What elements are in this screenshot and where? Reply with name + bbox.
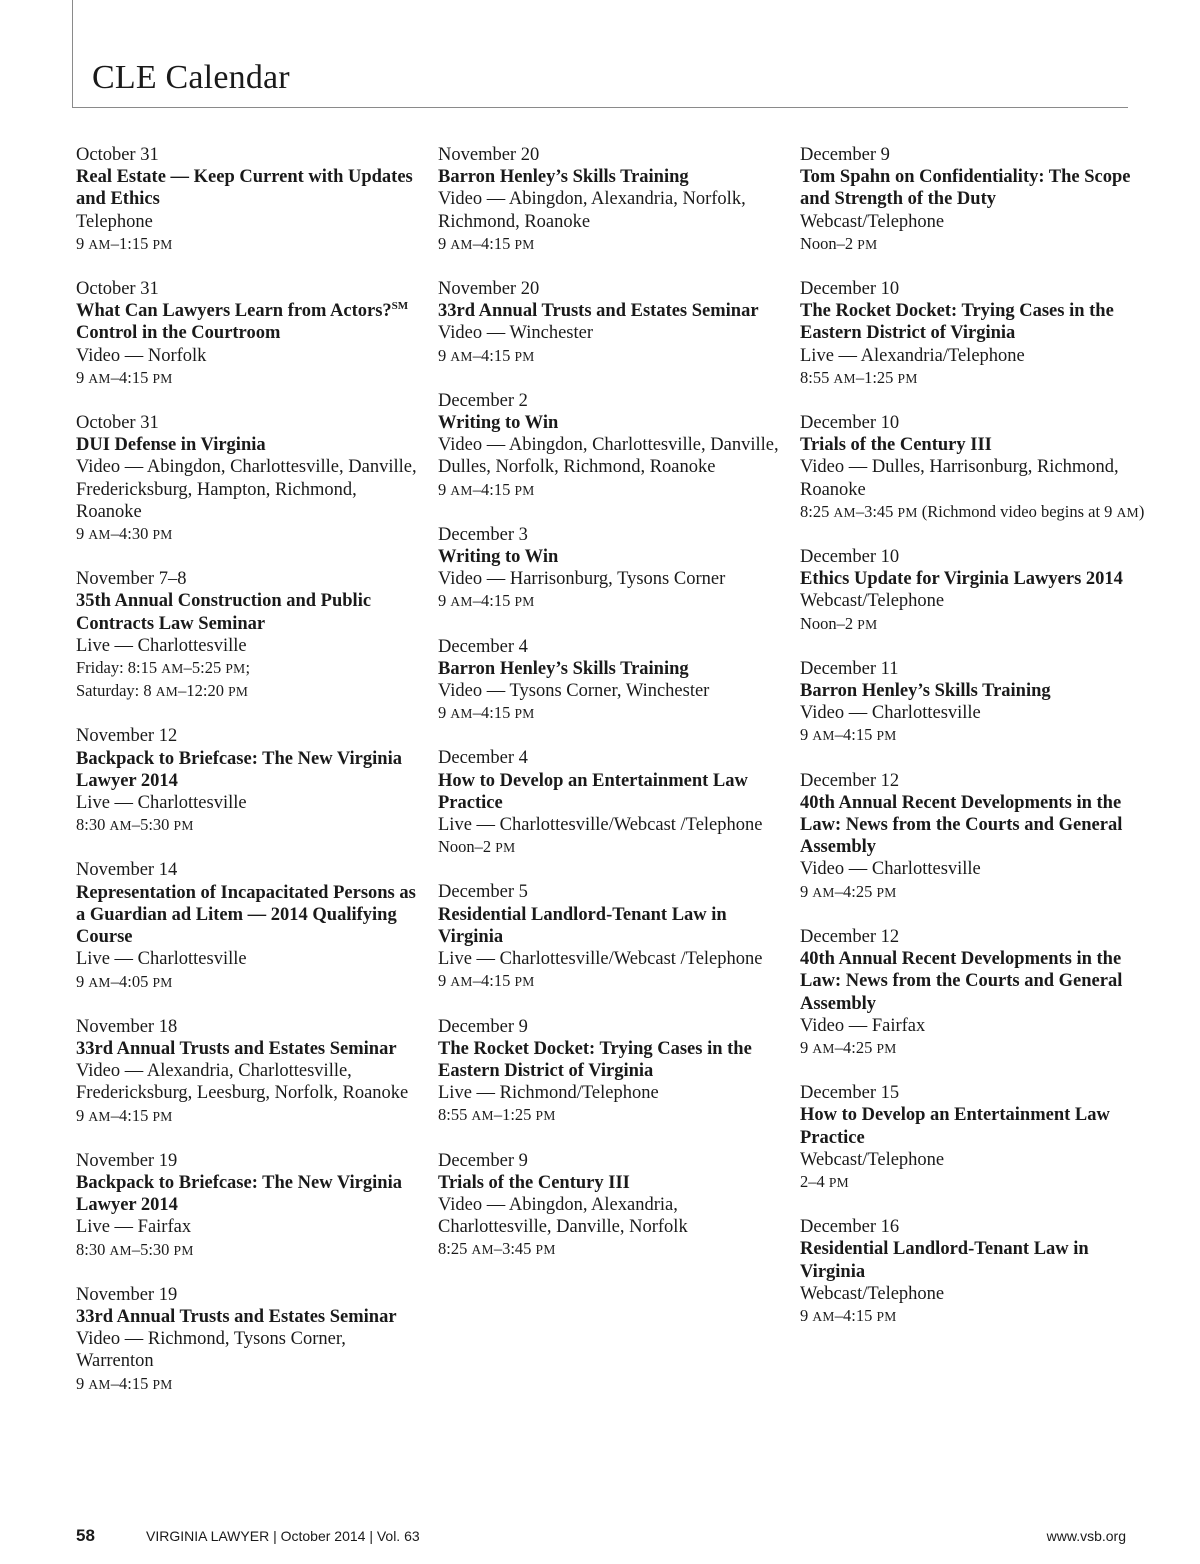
event-date: November 14	[76, 860, 178, 881]
event-time: Friday: 8:15 AM–5:25 PM;	[76, 658, 251, 678]
event-date: December 9	[800, 145, 890, 165]
event-time: 8:25 AM–3:45 PM (Richmond video begins at 9 AM)	[800, 501, 1145, 521]
event-time: Noon–2 PM	[800, 613, 878, 633]
event-location: Video — Dulles, Harrisonburg, Richmond, Roanoke	[800, 457, 1119, 500]
event-location: Live — Fairfax	[76, 1217, 192, 1238]
event-location: Webcast/Telephone	[800, 1283, 945, 1304]
calendar-event	[800, 546, 1145, 636]
event-date: December 10	[800, 413, 900, 434]
event-title: Barron Henley’s Skills Training	[438, 658, 689, 679]
calendar-event	[76, 1284, 421, 1396]
event-location: Video — Fairfax	[800, 1015, 926, 1036]
event-location: Video — Abingdon, Charlottesville, Danville, Fredericksburg, Hampton, Richmond, Roanoke	[76, 457, 417, 522]
calendar-event	[438, 524, 783, 614]
event-time: 9 AM–4:05 PM	[76, 971, 173, 991]
calendar-event	[438, 1016, 783, 1128]
event-time: 9 AM–4:15 PM	[76, 367, 173, 387]
event-date: December 4	[438, 748, 528, 769]
event-title-rest: Control in the Courtroom	[76, 301, 413, 344]
event-date: November 20	[438, 145, 540, 165]
event-time: 8:30 AM–5:30 PM	[76, 1239, 194, 1259]
calendar-event	[76, 144, 421, 256]
event-title: 33rd Annual Trusts and Estates Seminar	[76, 1306, 397, 1327]
event-title: How to Develop an Entertainment Law Practice	[438, 770, 748, 813]
event-title	[76, 300, 421, 344]
event-date: December 2	[438, 390, 528, 411]
event-time: 9 AM–4:15 PM	[438, 971, 535, 991]
event-date: October 31	[76, 279, 159, 300]
event-location: Video — Harrisonburg, Tysons Corner	[438, 569, 726, 590]
event-date: October 31	[76, 413, 159, 434]
event-title: DUI Defense in Virginia	[76, 435, 266, 456]
event-title: Writing to Win	[438, 413, 559, 434]
event-title: How to Develop an Entertainment Law Practice	[800, 1105, 1110, 1148]
page-footer	[76, 1526, 1126, 1550]
event-location: Live — Alexandria/Telephone	[800, 345, 1025, 366]
calendar-event	[800, 412, 1145, 524]
event-time: 9 AM–4:25 PM	[800, 1037, 897, 1057]
event-date: November 19	[76, 1150, 178, 1171]
calendar-event	[76, 1016, 421, 1128]
calendar-event	[800, 926, 1145, 1060]
event-title: Trials of the Century III	[800, 435, 992, 456]
calendar-event	[800, 144, 1145, 256]
event-time: 8:25 AM–3:45 PM	[438, 1239, 556, 1259]
event-title: Representation of Incapacitated Persons as a Guardian ad Litem — 2014 Qualifying Course	[76, 882, 416, 948]
event-title: Real Estate — Keep Current with Updates and Ethics	[76, 167, 413, 210]
event-date: December 10	[800, 547, 900, 568]
event-time: 9 AM–1:15 PM	[76, 233, 173, 253]
event-title: 33rd Annual Trusts and Estates Seminar	[76, 1038, 397, 1059]
event-title: 35th Annual Construction and Public Contracts Law Seminar	[76, 591, 372, 634]
calendar-event	[76, 278, 421, 390]
calendar-event	[76, 725, 421, 837]
event-location: Video — Charlottesville	[800, 703, 981, 724]
event-location: Video — Abingdon, Alexandria, Charlottesville, Danville, Norfolk	[438, 1194, 688, 1238]
event-location: Video — Abingdon, Alexandria, Norfolk, Richmond, Roanoke	[438, 189, 746, 232]
event-location: Video — Norfolk	[76, 345, 207, 366]
event-date: December 16	[800, 1217, 900, 1238]
event-title: The Rocket Docket: Trying Cases in the Eastern District of Virginia	[438, 1038, 752, 1081]
event-title: Backpack to Briefcase: The New Virginia Lawyer 2014	[76, 1172, 402, 1216]
event-title: Writing to Win	[438, 547, 559, 568]
event-location: Video — Richmond, Tysons Corner, Warrenton	[76, 1329, 346, 1372]
calendar-event	[438, 747, 783, 859]
page-title: CLE Calendar	[92, 59, 290, 96]
page-number: 58	[76, 1526, 95, 1545]
calendar-event	[76, 568, 421, 703]
event-title: Residential Landlord-Tenant Law in Virginia	[800, 1239, 1089, 1282]
calendar-column-2	[438, 144, 783, 1284]
event-time: 2–4 PM	[800, 1171, 849, 1191]
calendar-event	[800, 1216, 1145, 1328]
calendar-event	[438, 278, 783, 368]
event-time-secondary: Saturday: 8 AM–12:20 PM	[76, 681, 249, 701]
event-time: 9 AM–4:15 PM	[438, 345, 535, 365]
event-title: Barron Henley’s Skills Training	[800, 681, 1051, 702]
event-location: Video — Winchester	[438, 323, 594, 344]
service-mark: SM	[391, 300, 409, 313]
calendar-event	[438, 636, 783, 726]
event-title: Barron Henley’s Skills Training	[438, 167, 689, 188]
event-time: 9 AM–4:15 PM	[800, 725, 897, 745]
event-title: Tom Spahn on Confidentiality: The Scope and Strength of the Duty	[800, 167, 1131, 210]
calendar-event	[800, 278, 1145, 390]
event-location: Live — Charlottesville	[76, 949, 247, 970]
event-date: November 18	[76, 1016, 178, 1037]
event-time: 8:30 AM–5:30 PM	[76, 815, 194, 835]
event-date: December 4	[438, 636, 528, 657]
header-horizontal-rule	[72, 107, 1128, 108]
event-time: 9 AM–4:15 PM	[76, 1373, 173, 1393]
event-date: December 12	[800, 926, 900, 947]
calendar-column-3	[800, 144, 1145, 1350]
event-location: Video — Tysons Corner, Winchester	[438, 681, 710, 702]
website-link[interactable]: www.vsb.org	[1046, 1528, 1126, 1544]
event-time: 8:55 AM–1:25 PM	[800, 367, 918, 387]
event-location: Live — Charlottesville	[76, 793, 247, 814]
calendar-event	[800, 770, 1145, 904]
event-location: Live — Charlottesville/Webcast /Telephone	[438, 949, 763, 970]
calendar-event	[800, 658, 1145, 748]
event-date: December 5	[438, 882, 528, 903]
event-time: 9 AM–4:15 PM	[800, 1305, 897, 1325]
event-time: 9 AM–4:15 PM	[438, 703, 535, 723]
event-date: October 31	[76, 145, 159, 165]
event-time: 9 AM–4:30 PM	[76, 524, 173, 544]
event-title: Trials of the Century III	[438, 1172, 630, 1193]
event-time: 9 AM–4:15 PM	[76, 1105, 173, 1125]
event-location: Webcast/Telephone	[800, 1149, 945, 1170]
header-vertical-rule	[72, 0, 73, 108]
event-location: Webcast/Telephone	[800, 591, 945, 612]
calendar-event	[438, 1150, 783, 1262]
event-date: November 19	[76, 1284, 178, 1305]
event-location: Video — Charlottesville	[800, 859, 981, 880]
event-time: 9 AM–4:15 PM	[438, 591, 535, 611]
event-title: 40th Annual Recent Developments in the Law: News from the Courts and General Assembly	[800, 792, 1123, 858]
event-title: 33rd Annual Trusts and Estates Seminar	[438, 301, 759, 322]
event-date: December 3	[438, 524, 528, 545]
event-time: Noon–2 PM	[438, 837, 516, 857]
event-time: Noon–2 PM	[800, 233, 878, 253]
event-title: Ethics Update for Virginia Lawyers 2014	[800, 569, 1123, 590]
event-title: Backpack to Briefcase: The New Virginia Lawyer 2014	[76, 748, 402, 791]
event-date: November 20	[438, 279, 540, 300]
calendar-event	[76, 859, 421, 993]
event-location: Live — Richmond/Telephone	[438, 1083, 659, 1104]
event-time: 9 AM–4:15 PM	[438, 479, 535, 499]
publication-info: VIRGINIA LAWYER | October 2014 | Vol. 63	[146, 1528, 420, 1544]
event-date: December 10	[800, 279, 900, 300]
event-title: The Rocket Docket: Trying Cases in the Eastern District of Virginia	[800, 301, 1114, 344]
event-date: December 9	[438, 1150, 528, 1171]
calendar-event	[76, 412, 421, 546]
event-date: December 15	[800, 1083, 900, 1104]
calendar-event	[438, 390, 783, 502]
calendar-event	[800, 1082, 1145, 1194]
event-date: December 9	[438, 1016, 528, 1037]
event-time: 9 AM–4:15 PM	[438, 233, 535, 253]
event-location: Video — Abingdon, Charlottesville, Danville, Dulles, Norfolk, Richmond, Roanoke	[438, 435, 779, 478]
event-date: December 11	[800, 658, 899, 679]
event-location: Telephone	[76, 211, 153, 232]
event-date: December 12	[800, 770, 900, 791]
calendar-event	[438, 881, 783, 993]
calendar-event	[438, 144, 783, 256]
event-date: November 12	[76, 726, 178, 747]
event-location: Video — Alexandria, Charlottesville, Fredericksburg, Leesburg, Norfolk, Roanoke	[76, 1061, 409, 1104]
event-title: Residential Landlord-Tenant Law in Virginia	[438, 904, 727, 947]
event-time: 9 AM–4:25 PM	[800, 881, 897, 901]
event-date: November 7–8	[76, 569, 187, 590]
calendar-event	[76, 1150, 421, 1262]
event-location: Live — Charlottesville	[76, 635, 247, 656]
calendar-column-1	[76, 144, 421, 1418]
event-location: Live — Charlottesville/Webcast /Telephone	[438, 815, 763, 836]
event-title: 40th Annual Recent Developments in the Law: News from the Courts and General Assembly	[800, 949, 1123, 1014]
event-location: Webcast/Telephone	[800, 211, 945, 232]
event-time: 8:55 AM–1:25 PM	[438, 1105, 556, 1125]
event-title-text: What Can Lawyers Learn from Actors?	[76, 301, 392, 322]
